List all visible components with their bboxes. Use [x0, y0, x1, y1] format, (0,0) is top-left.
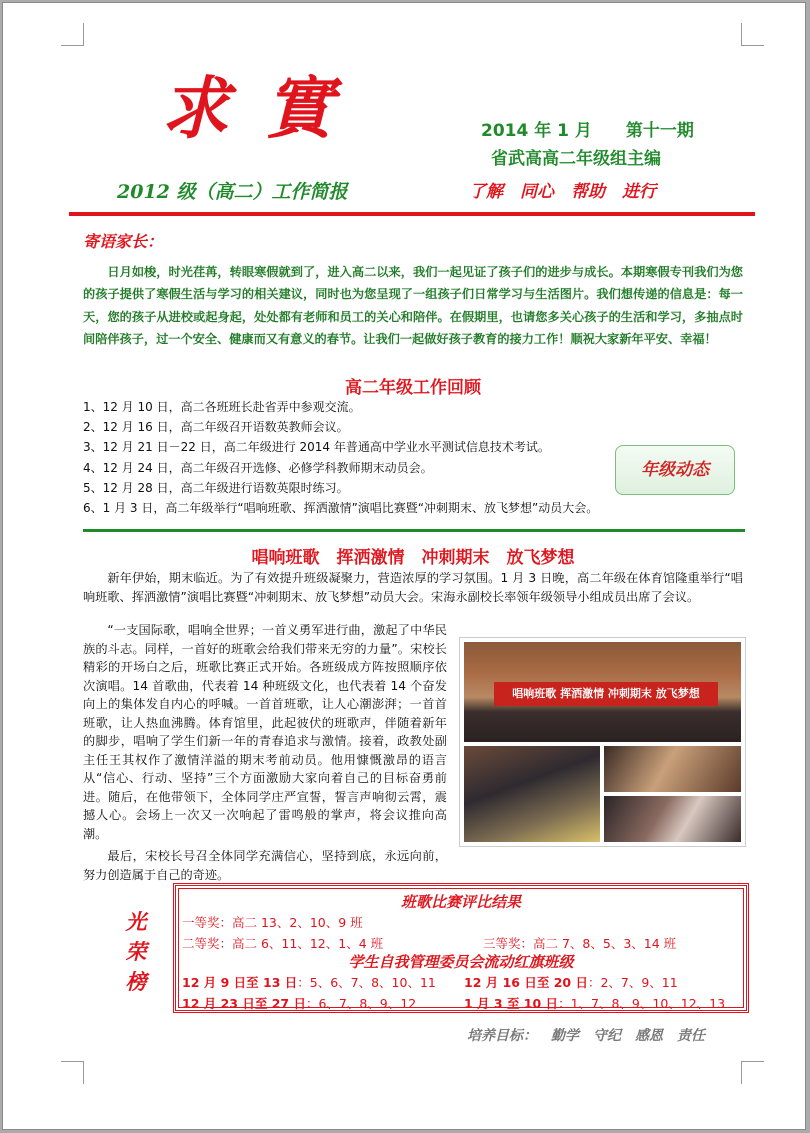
newsletter-subtitle: 2012 级（高二）工作简报	[117, 181, 348, 203]
stage-photo	[464, 642, 741, 742]
list-item: 2、12 月 16 日，高二年级召开语数英教师会议。	[83, 420, 349, 435]
list-item: 5、12 月 28 日，高二年级进行语数英限时练习。	[83, 480, 349, 495]
masthead-title: 求實	[161, 69, 370, 149]
document-page	[2, 2, 806, 1130]
crop-mark-bottom-left	[61, 1061, 84, 1084]
article-title: 唱响班歌 挥洒激情 冲刺期末 放飞梦想	[251, 548, 575, 568]
list-item: 4、12 月 24 日，高二年级召开选修、必修学科教师期末动员会。	[83, 460, 433, 475]
training-goal-motto: 培养目标： 勤学 守纪 感恩 责任	[467, 1028, 705, 1044]
red-flag-entry: 12 月 23 日至 27 日：6、7、8、9、12	[182, 996, 417, 1011]
section-divider	[83, 529, 745, 532]
red-flag-title: 学生自我管理委员会流动红旗班级	[348, 953, 574, 971]
first-prize: 一等奖：高二 13、2、10、9 班	[182, 915, 363, 930]
list-item: 6、1 月 3 日，高二年级举行“唱响班歌、挥洒激情”演唱比赛暨“冲刺期末、放飞梦想”动员大会。	[83, 501, 599, 516]
honor-roll-label: 光 荣 榜	[125, 909, 147, 994]
photo-banner: 唱响班歌 挥洒激情 冲刺期末 放飞梦想	[494, 682, 718, 706]
header-slogan: 了解 同心 帮助 进行	[469, 182, 656, 202]
third-prize: 三等奖：高二 7、8、5、3、14 班	[483, 936, 677, 951]
second-prize: 二等奖：高二 6、11、12、1、4 班	[182, 936, 384, 951]
red-flag-entry: 12 月 9 日至 13 日：5、6、7、8、10、11	[182, 975, 436, 990]
issue-date: 2014 年 1 月 第十一期	[481, 121, 694, 141]
crop-mark-top-left	[61, 23, 84, 46]
editor-line: 省武高高二年级组主编	[491, 149, 661, 169]
red-flag-entry: 12 月 16 日至 20 日：2、7、9、11	[464, 975, 678, 990]
article-paragraph: 最后，宋校长号召全体同学充满信心，坚持到底，永远向前，努力创造属于自己的奇迹。	[83, 849, 447, 882]
honor-roll-box	[173, 883, 749, 1013]
singers-photo	[604, 796, 741, 842]
letter-body: 日月如梭，时光荏苒，转眼寒假就到了，进入高二以来，我们一起见证了孩子们的进步与成长。本期寒假专刊我们为您的孩子提供了寒假生活与学习的相关建议，同时也为您呈现了一组孩子们日常学习与生活图片。我们想传递的信息是：每一天，您的孩子从进校或起身起，处处都有老师和员工的关心和陪伴。在假期里，也请您多关心孩子的生活和学习，多抽点时间陪伴孩子，过一个安全、健康而又有意义的春节。让我们一起做好孩子教育的接力工作！顺祝大家新年平安、幸福！	[83, 265, 743, 347]
review-title: 高二年级工作回顾	[345, 378, 481, 398]
crop-mark-top-right	[741, 23, 764, 46]
contest-results-title: 班歌比赛评比结果	[400, 893, 521, 911]
event-photo-collage	[459, 637, 746, 847]
letter-greeting: 寄语家长：	[83, 232, 164, 251]
students-photo	[464, 746, 600, 842]
speaker-photo	[604, 746, 741, 792]
crop-mark-bottom-right	[741, 1061, 764, 1084]
article-paragraph: 新年伊始，期末临近。为了有效提升班级凝聚力，营造浓厚的学习氛围。1 月 3 日晚，高二年级在体育馆隆重举行“唱响班歌、挥洒激情”演唱比赛暨“冲刺期末、放飞梦想”动员大会。宋海永副校长率领年级领导小组成员出席了会议。	[83, 571, 743, 604]
grade-news-badge: 年级动态	[615, 445, 735, 495]
red-flag-entry: 1 月 3 至 10 日：1、7、8、9、10、12、13	[464, 996, 726, 1011]
list-item: 1、12 月 10 日，高二各班班长赴省弄中参观交流。	[83, 400, 361, 414]
list-item: 3、12 月 21 日－22 日，高二年级进行 2014 年普通高中学业水平测试信息技术考试。	[83, 440, 550, 455]
article-paragraph: “一支国际歌，唱响全世界；一首义勇军进行曲，激起了中华民族的斗志。同样，一首好的班歌会给我们带来无穷的力量”。宋校长精彩的开场白之后，班歌比赛正式开始。各班级成方阵按照顺序依次演唱。14 首歌曲，代表着 14 种班级文化，也代表着 14 个奋发向上的集体发自内心的呼喊。一首首班歌，让人心潮澎湃；一首首班歌，让人热血沸腾。体育馆里，此起彼伏的班歌声，伴随着新年的脚步，唱响了学生们新一年的青春追求与激情。接着，政教处副主任王其权作了激情洋溢的期末考前动员。他用慷慨激昂的语言从“信心、行动、坚持”三个方面激励大家向着自己的目标奋勇前进。随后，在他带领下，全体同学庄严宣誓，誓言声响彻云霄，震撼人心。会场上一次又一次响起了雷鸣般的掌声，将会议推向高潮。	[83, 623, 447, 841]
header-divider	[69, 212, 755, 216]
